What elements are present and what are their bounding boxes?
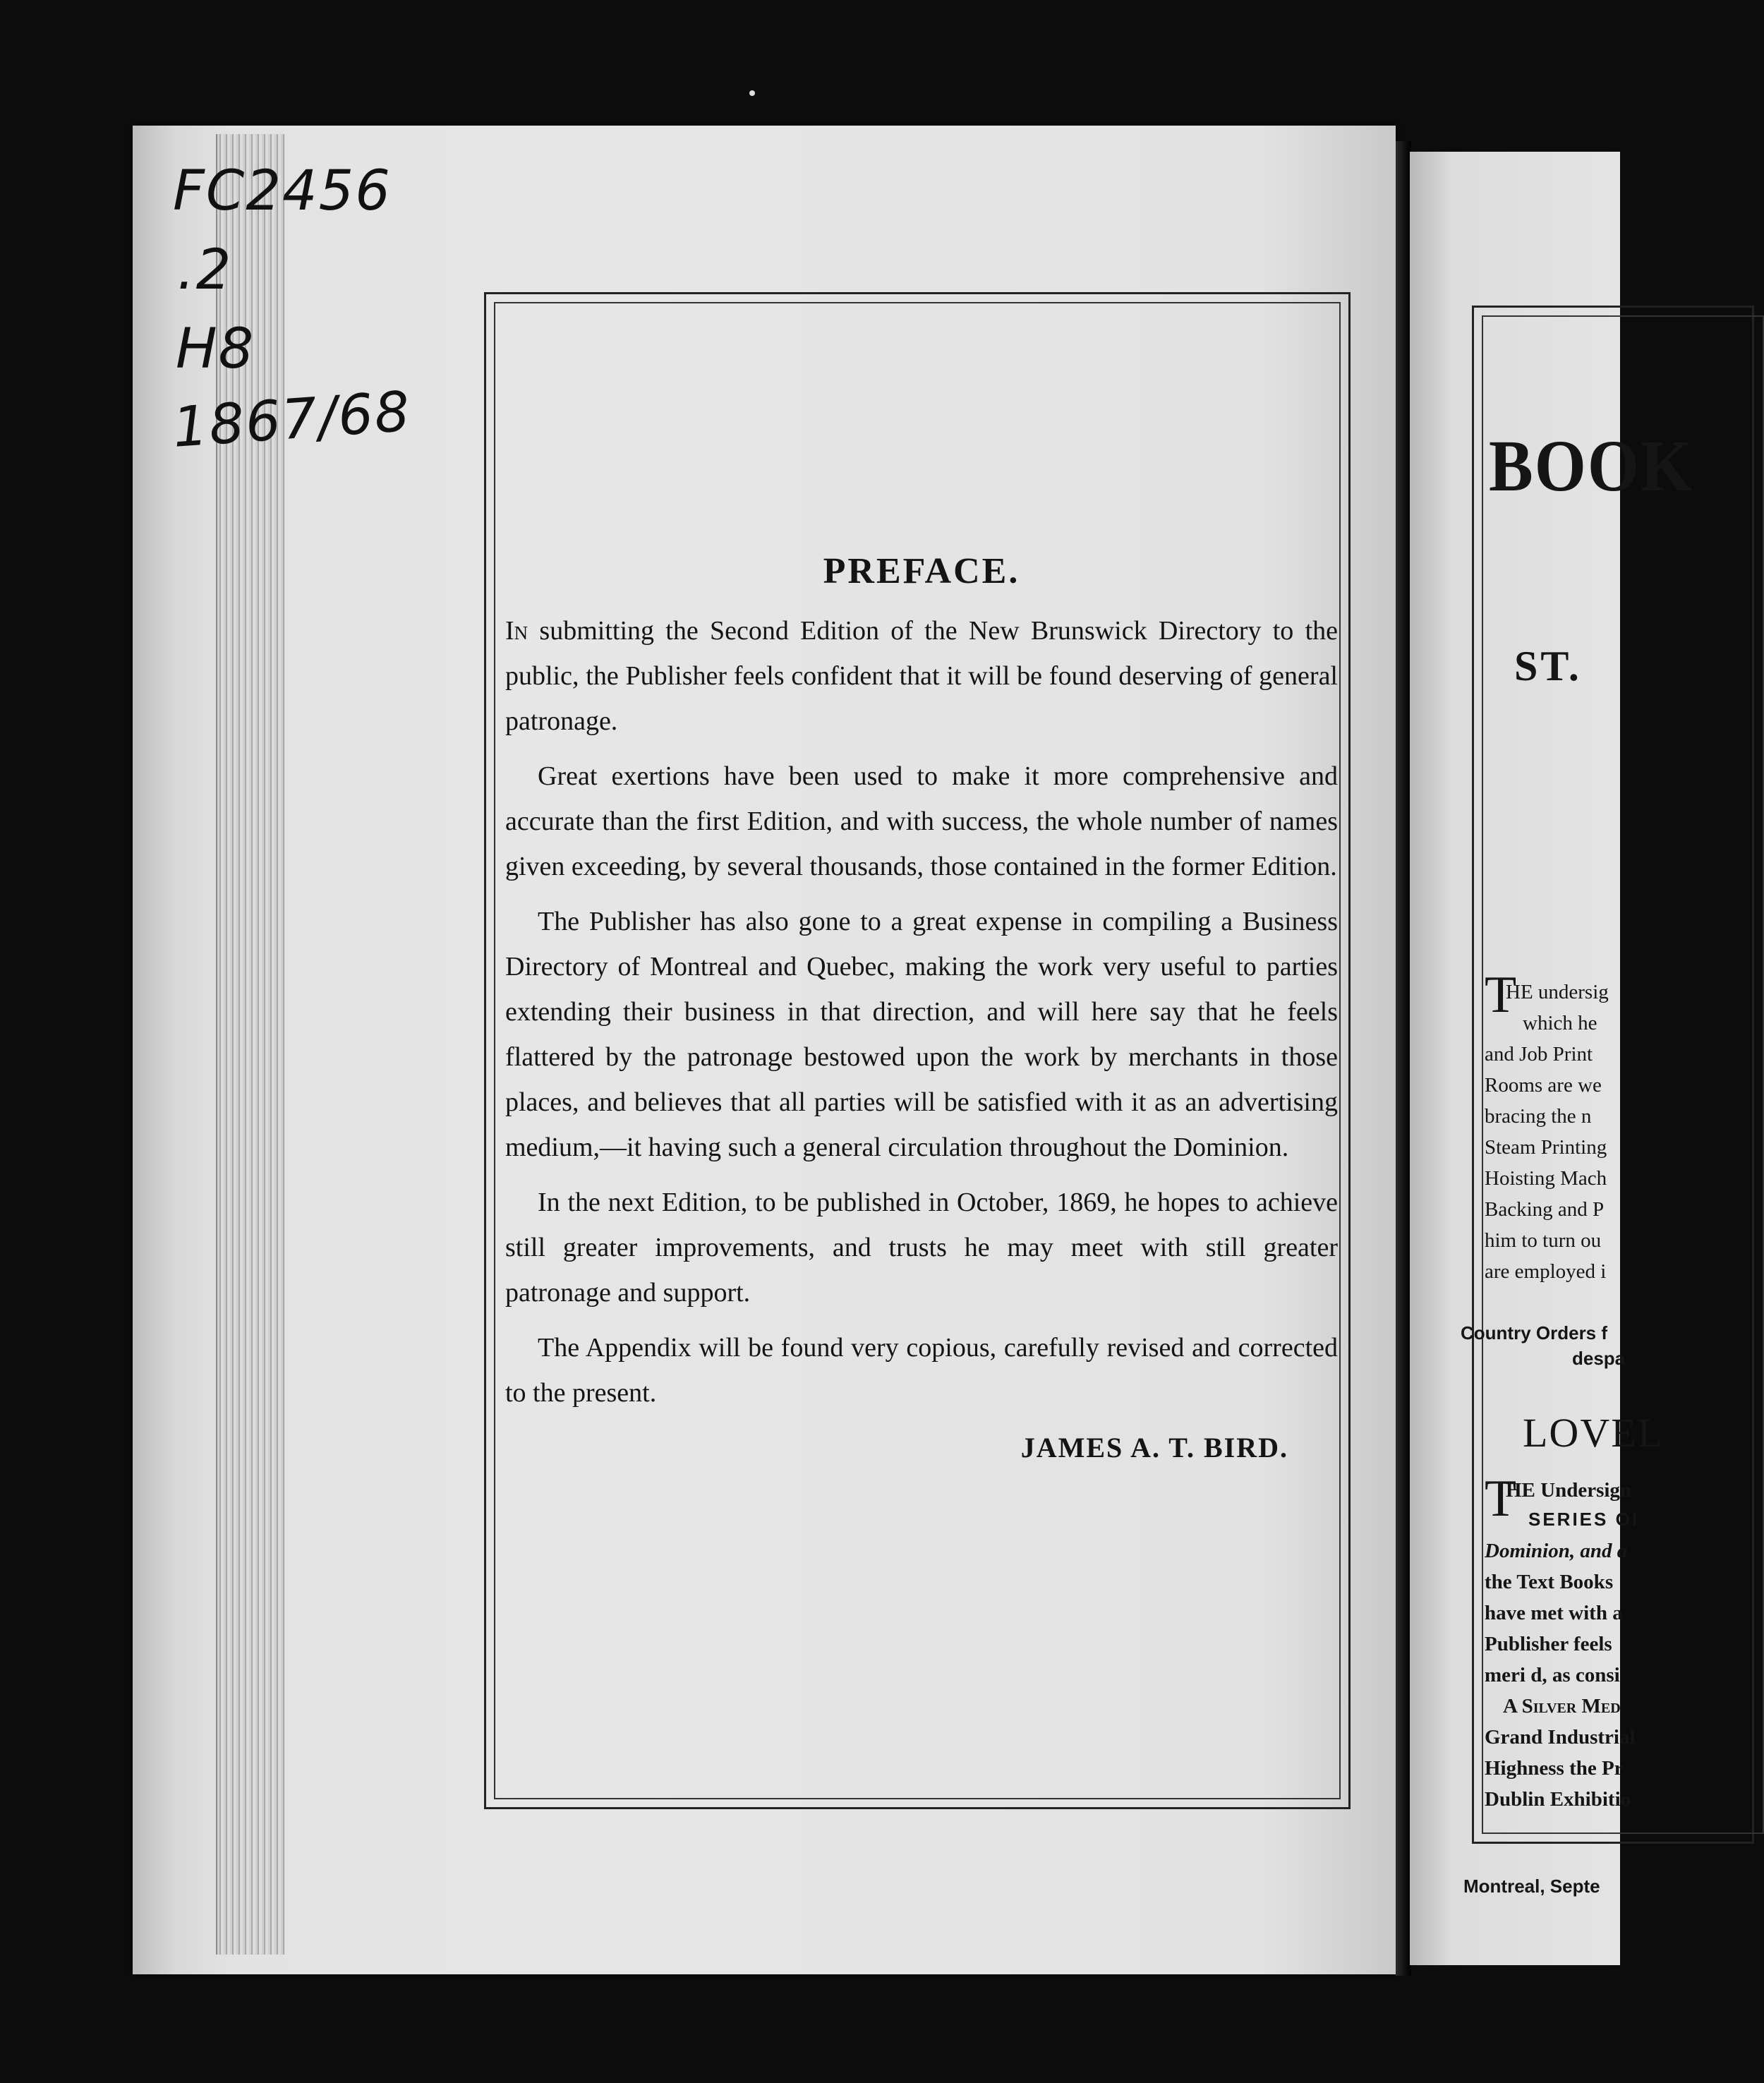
book-gutter xyxy=(1396,141,1411,1976)
call-number-line: H8 xyxy=(176,318,255,381)
right-line: Dominion, and a xyxy=(1485,1540,1628,1562)
right-line: bracing the n xyxy=(1485,1105,1592,1128)
paragraph-text: The Appendix will be found very copious, carefully revised and corrected to the present. xyxy=(505,1333,1338,1408)
preface-section xyxy=(505,543,1338,1471)
preface-paragraph xyxy=(505,1325,1338,1415)
right-heading-book: BOOK xyxy=(1489,425,1694,507)
right-line: Publisher feels xyxy=(1485,1633,1612,1655)
right-page xyxy=(1410,152,1694,1965)
preface-paragraph xyxy=(505,608,1338,744)
preface-paragraph xyxy=(505,754,1338,889)
right-line: Hoisting Mach xyxy=(1485,1167,1607,1190)
dropcap: T xyxy=(1485,1470,1517,1528)
right-line: HE undersig xyxy=(1506,981,1609,1003)
call-number-line: 1867/68 xyxy=(170,380,413,460)
right-country-orders: despa xyxy=(1572,1348,1626,1369)
right-line: which he xyxy=(1523,1012,1597,1034)
speck xyxy=(749,90,755,96)
right-line: and Job Print xyxy=(1485,1043,1593,1065)
right-line: A Silver Med xyxy=(1503,1695,1621,1717)
preface-title: PREFACE. xyxy=(823,551,1020,591)
right-line: have met with a xyxy=(1485,1602,1623,1624)
lead-word: In xyxy=(505,616,528,646)
right-line: Grand Industrial xyxy=(1485,1726,1636,1749)
right-heading-lovel: LOVEL xyxy=(1523,1410,1665,1456)
right-line: Rooms are we xyxy=(1485,1074,1602,1097)
right-line: Highness the Pr xyxy=(1485,1757,1624,1780)
preface-paragraph xyxy=(505,899,1338,1170)
dropcap: T xyxy=(1485,966,1517,1024)
right-line: the Text Books xyxy=(1485,1571,1614,1593)
right-line: him to turn ou xyxy=(1485,1229,1602,1252)
right-heading-st: ST. xyxy=(1514,643,1582,689)
signature: JAMES A. T. BIRD. xyxy=(1020,1432,1288,1463)
right-line: HE Undersign xyxy=(1506,1479,1632,1502)
right-line: meri d, as consi xyxy=(1485,1664,1620,1686)
paragraph-text: Great exertions have been used to make it more comprehensive and accurate than the first Edition, and with success, the whole number of names given exceeding, by several thousands, those contained in the former Edition. xyxy=(505,761,1338,881)
call-number-line: .2 xyxy=(177,239,233,302)
paragraph-text: submitting the Second Edition of the New Brunswick Directory to the public, the Publisher feels confident that it will be found deserving of general patronage. xyxy=(505,616,1338,736)
right-line: are employed i xyxy=(1485,1260,1607,1283)
right-line: Dublin Exhibitio xyxy=(1485,1788,1631,1811)
call-number-line: FC2456 xyxy=(173,159,392,223)
right-line: Backing and P xyxy=(1485,1198,1605,1221)
right-line: SERIES OI xyxy=(1528,1509,1640,1530)
right-footer: Montreal, Septe xyxy=(1463,1876,1600,1897)
preface-paragraph xyxy=(505,1180,1338,1315)
paragraph-text: The Publisher has also gone to a great expense in compiling a Business Directory of Montreal and Quebec, making the work very useful to parties extending their business in that direction, and will here say that he feels flattered by the patronage bestowed upon the work by merchants in those places, and believes that all parties will be satisfied with it as an advertising medium,—it having such a general circulation throughout the Dominion. xyxy=(505,907,1338,1162)
right-line: Steam Printing xyxy=(1485,1136,1607,1159)
handwritten-call-number xyxy=(170,152,413,468)
right-country-orders: Country Orders f xyxy=(1461,1322,1608,1344)
paragraph-text: In the next Edition, to be published in October, 1869, he hopes to achieve still greater improvements, and trusts he may meet with still greater patronage and support. xyxy=(505,1188,1338,1308)
